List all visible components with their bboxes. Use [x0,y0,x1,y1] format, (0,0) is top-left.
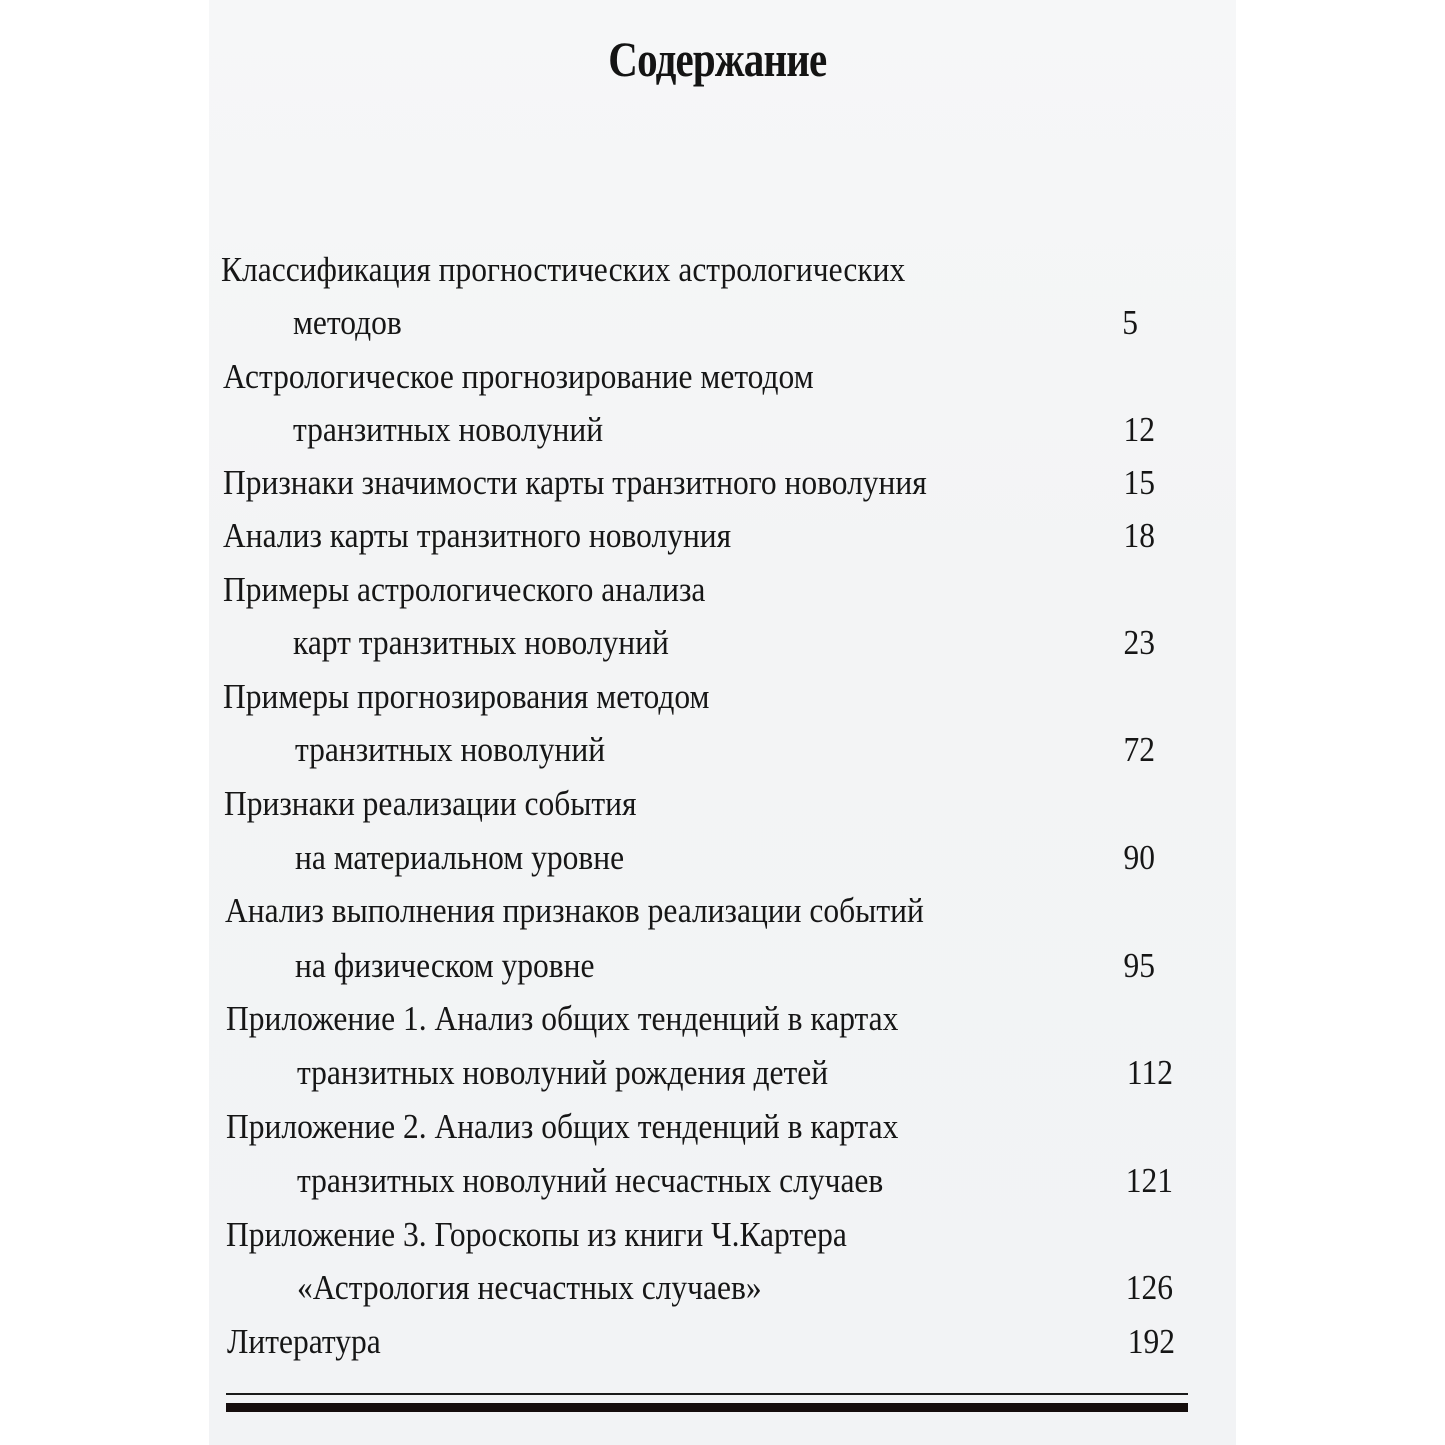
toc-page-number: 12 [1123,410,1155,449]
table-of-contents [209,0,1236,1445]
toc-entry-line: Признаки реализации события [224,784,637,823]
toc-entry-line: на материальном уровне [295,838,625,877]
toc-page-number: 121 [1125,1161,1173,1200]
toc-page-number: 72 [1123,730,1155,769]
toc-page-number: 5 [1122,303,1138,342]
toc-entry-line: карт транзитных новолуний [293,623,669,662]
toc-page-number: 112 [1126,1053,1173,1092]
toc-page-number: 192 [1127,1322,1175,1361]
toc-entry-line: Литература [227,1322,381,1361]
page-title: Содержание [608,31,827,87]
toc-page-number: 95 [1123,946,1155,985]
toc-entry-line: методов [293,303,402,342]
toc-page-number: 15 [1123,463,1155,502]
toc-entry-line: Анализ выполнения признаков реализации событий [225,891,924,930]
toc-entry-line: Астрологическое прогнозирование методом [223,357,814,396]
toc-entry-line: Приложение 3. Гороскопы из книги Ч.Картера [226,1215,847,1254]
toc-entry-line: Приложение 1. Анализ общих тенденций в картах [226,999,899,1038]
toc-entry-line: Классификация прогностических астрологических [221,250,906,289]
footer-rule-thick [226,1403,1188,1412]
toc-page-number: 126 [1125,1268,1173,1307]
toc-page-number: 23 [1123,623,1155,662]
toc-entry-line: транзитных новолуний [295,730,606,769]
toc-entry-line: Примеры астрологического анализа [223,570,706,609]
toc-entry-line: транзитных новолуний [293,410,604,449]
toc-entry-line: на физическом уровне [295,946,595,985]
toc-entry-line: «Астрология несчастных случаев» [297,1268,762,1307]
toc-entry-line: Признаки значимости карты транзитного новолуния [223,463,927,502]
toc-entry-line: Анализ карты транзитного новолуния [223,516,732,555]
toc-page-number: 18 [1123,516,1155,555]
toc-entry-line: транзитных новолуний рождения детей [297,1053,829,1092]
toc-entry-line: Приложение 2. Анализ общих тенденций в картах [226,1107,899,1146]
toc-entry-line: транзитных новолуний несчастных случаев [297,1161,884,1200]
book-page [209,0,1236,1445]
toc-entry-line: Примеры прогнозирования методом [223,677,710,716]
footer-rule-thin [226,1393,1188,1395]
toc-page-number: 90 [1123,838,1155,877]
